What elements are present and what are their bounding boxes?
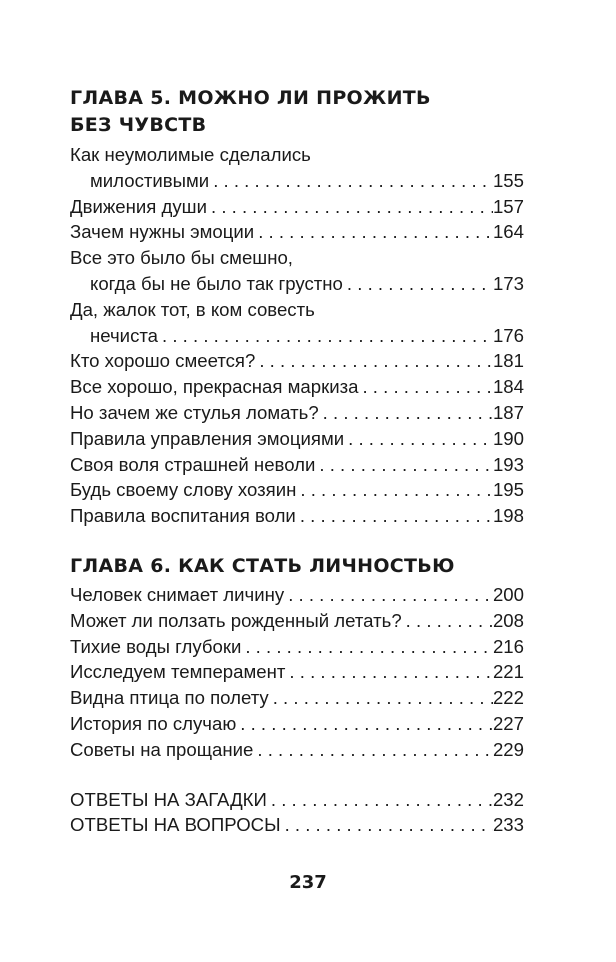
toc-entry-page: 190 (492, 427, 524, 449)
dot-leader (402, 608, 493, 634)
toc-entry (70, 297, 524, 349)
dot-leader (267, 787, 493, 813)
toc-entry-page: 229 (492, 738, 524, 760)
chapter-5-title-line2: БЕЗ ЧУВСТВ (70, 114, 207, 136)
toc-entry-title: Исследуем темперамент (70, 661, 286, 683)
dot-leader (158, 323, 493, 349)
toc-entry-page: 200 (492, 583, 524, 605)
chapter-5-entries (70, 142, 524, 529)
toc-entry-page: 208 (492, 609, 524, 631)
toc-entry-title-cont: нечиста (90, 324, 159, 346)
toc-entry-page: 184 (492, 376, 524, 398)
dot-leader (281, 812, 493, 838)
dot-leader (296, 477, 493, 503)
dot-leader (241, 634, 493, 660)
dot-leader (207, 194, 493, 220)
toc-entry (70, 608, 524, 634)
toc-entry-title: Все это было бы смешно, (70, 247, 293, 269)
toc-entry-page: 195 (492, 479, 524, 501)
toc-entry-title: Движения души (70, 195, 207, 217)
toc-entry (70, 374, 524, 400)
toc-entry-page: 173 (492, 272, 524, 294)
toc-entry (70, 477, 524, 503)
toc-entry-title-cont: милостивыми (90, 169, 210, 191)
toc-entry-page: 216 (492, 635, 524, 657)
toc-entry-title: ОТВЕТЫ НА ВОПРОСЫ (70, 814, 281, 836)
dot-leader (255, 348, 493, 374)
toc-entry-title: Но зачем же стулья ломать? (70, 401, 319, 423)
toc-entry-page: 232 (492, 788, 524, 810)
chapter-5-heading (70, 85, 524, 139)
toc-entry (70, 426, 524, 452)
dot-leader (358, 374, 493, 400)
toc-entry-page: 227 (492, 712, 524, 734)
toc-entry-title: Может ли ползать рожденный летать? (70, 609, 402, 631)
toc-entry-title: Кто хорошо смеется? (70, 350, 256, 372)
toc-entry-answers-riddles (70, 787, 524, 813)
toc-entry-page: 181 (492, 350, 524, 372)
toc-entry-title: Все хорошо, прекрасная маркиза (70, 376, 359, 398)
toc-entry (70, 142, 524, 194)
dot-leader (296, 503, 493, 529)
toc-entry (70, 503, 524, 529)
chapter-6-entries (70, 582, 524, 763)
dot-leader (254, 219, 493, 245)
toc-entry-title: ОТВЕТЫ НА ЗАГАДКИ (70, 788, 267, 810)
toc-entry (70, 659, 524, 685)
toc-entry (70, 685, 524, 711)
dot-leader (285, 659, 493, 685)
chapter-6-heading (70, 553, 524, 580)
toc-entry-title: Своя воля страшней неволи (70, 453, 316, 475)
table-of-contents (70, 85, 524, 838)
toc-entry-answers-questions (70, 812, 524, 838)
toc-entry-page: 155 (492, 169, 524, 191)
page-number: 237 (289, 872, 327, 893)
toc-entry (70, 194, 524, 220)
toc-entry (70, 245, 524, 297)
toc-entry-title: Правила управления эмоциями (70, 427, 345, 449)
toc-entry-page: 222 (492, 687, 524, 709)
toc-entry-title: Зачем нужны эмоции (70, 221, 255, 243)
toc-entry (70, 582, 524, 608)
toc-entry (70, 737, 524, 763)
toc-entry-title-cont: когда бы не было так грустно (90, 272, 343, 294)
dot-leader (284, 582, 493, 608)
toc-entry-title: Человек снимает личину (70, 583, 285, 605)
toc-entry-title: Как неумолимые сделались (70, 144, 311, 165)
toc-entry-title: Советы на прощание (70, 738, 254, 760)
toc-entry-title: История по случаю (70, 712, 237, 734)
chapter-6-title: ГЛАВА 6. КАК СТАТЬ ЛИЧНОСТЬЮ (70, 554, 455, 577)
toc-entry-page: 193 (492, 453, 524, 475)
toc-entry-page: 233 (492, 814, 524, 836)
toc-entry (70, 400, 524, 426)
dot-leader (344, 426, 493, 452)
dot-leader (236, 711, 493, 737)
toc-entry-title: Видна птица по полету (70, 687, 269, 709)
toc-entry-page: 221 (492, 661, 524, 683)
toc-entry-page: 198 (492, 505, 524, 527)
dot-leader (343, 271, 493, 297)
dot-leader (253, 737, 493, 763)
toc-entry-title: Да, жалок тот, в ком совесть (70, 298, 315, 320)
toc-entry (70, 452, 524, 478)
dot-leader (315, 452, 493, 478)
toc-entry-page: 176 (492, 324, 524, 346)
answers-section (70, 787, 524, 839)
toc-entry-title: Будь своему слову хозяин (70, 479, 297, 501)
toc-entry-page: 187 (492, 401, 524, 423)
toc-entry (70, 634, 524, 660)
toc-entry (70, 711, 524, 737)
toc-entry-page: 157 (492, 195, 524, 217)
toc-entry-page: 164 (492, 221, 524, 243)
dot-leader (209, 168, 493, 194)
dot-leader (319, 400, 493, 426)
chapter-5-title-line1: ГЛАВА 5. МОЖНО ЛИ ПРОЖИТЬ (70, 87, 431, 109)
toc-entry-title: Тихие воды глубоки (70, 635, 242, 657)
toc-entry-title: Правила воспитания воли (70, 505, 296, 527)
toc-entry (70, 219, 524, 245)
toc-entry (70, 348, 524, 374)
dot-leader (269, 685, 493, 711)
